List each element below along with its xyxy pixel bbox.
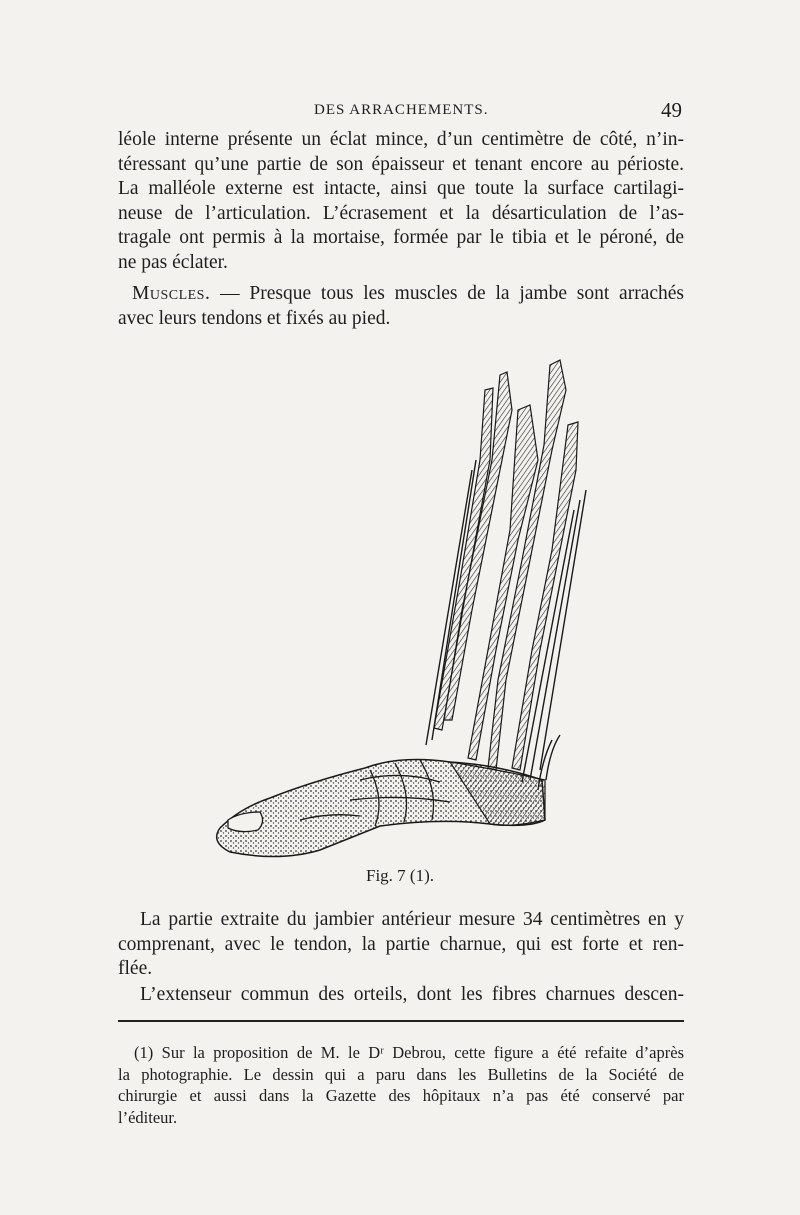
text-line: flée. — [118, 958, 153, 980]
text-line: neuse de l’articulation. L’écrasement et la désarticulation de l’as- — [118, 202, 684, 224]
footnote-line: chirurgie et aussi dans la Gazette des hôpitaux n’a pas été conservé par — [118, 1086, 684, 1105]
text-line: tragale ont permis à la mortaise, formée par le tibia et le péroné, de — [118, 227, 684, 249]
footnote-line: l’éditeur. — [118, 1107, 178, 1127]
paragraph-muscles — [118, 282, 684, 331]
footnote-line: (1) Sur la proposition de M. le Dʳ Debrou, cette figure a été refaite d’après — [134, 1043, 684, 1062]
paragraph-extenseur — [118, 983, 684, 1008]
text-line: La partie extraite du jambier antérieur mesure 34 centimètres en y — [140, 909, 684, 930]
foot-tendons-illustration — [200, 350, 600, 865]
text-line: léole interne présente un éclat mince, d’un centimètre de côté, n’in- — [118, 129, 684, 150]
running-title: DES ARRACHEMENTS. — [314, 102, 489, 118]
footnote-divider — [118, 1020, 684, 1022]
text-line: téressant qu’une partie de son épaisseur et tenant encore au périoste. — [118, 153, 684, 175]
paragraph-jambier — [118, 908, 684, 982]
text-line — [118, 282, 684, 307]
text-line: comprenant, avec le tendon, la partie charnue, qui est forte et ren- — [118, 933, 684, 955]
paragraph-malleole — [118, 128, 684, 276]
text-line: La malléole externe est intacte, ainsi que toute la surface cartilagi- — [118, 178, 684, 200]
text-run: — Presque tous les muscles de la jambe sont arrachés — [210, 283, 684, 304]
text-line: avec leurs tendons et fixés au pied. — [118, 307, 391, 329]
footnote-line: la photographie. Le dessin qui a paru dans les Bulletins de la Société de — [118, 1064, 684, 1084]
footnote — [118, 1042, 684, 1128]
figure-caption: Fig. 7 (1). — [366, 866, 434, 885]
page-number: 49 — [661, 98, 682, 122]
page-header — [118, 98, 684, 124]
text-line: ne pas éclater. — [118, 251, 228, 273]
text-line: L’extenseur commun des orteils, dont les fibres charnues descen- — [140, 984, 684, 1005]
section-heading-muscles: Muscles. — [132, 283, 211, 304]
